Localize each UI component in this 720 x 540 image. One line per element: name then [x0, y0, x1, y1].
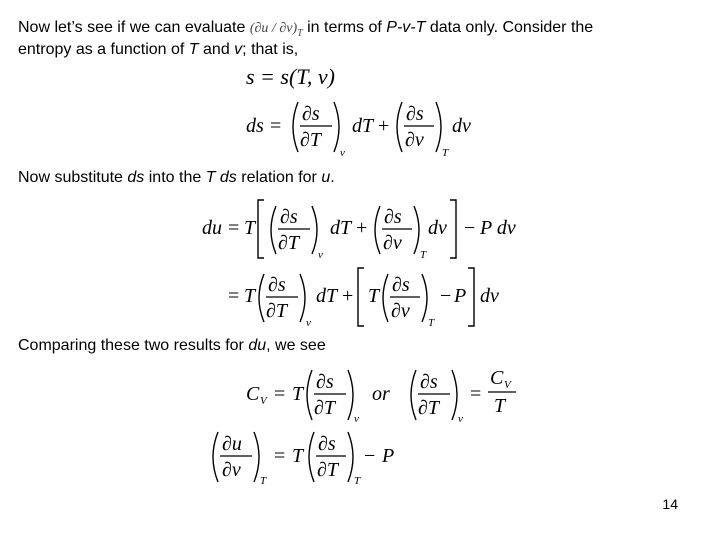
svg-text:T: T — [244, 217, 256, 239]
svg-text:du: du — [202, 217, 222, 239]
svg-text:dT: dT — [330, 217, 352, 239]
intro-line-2 — [18, 40, 298, 60]
svg-text:∂T: ∂T — [300, 129, 322, 151]
svg-text:∂T: ∂T — [317, 459, 339, 481]
svg-text:∂v: ∂v — [222, 459, 241, 481]
svg-text:T: T — [428, 317, 435, 329]
svg-text:P: P — [382, 445, 395, 467]
svg-text:∂T: ∂T — [418, 397, 440, 419]
substitute-d: . — [330, 169, 335, 186]
svg-text:∂T: ∂T — [314, 397, 336, 419]
intro-line2-c: ; that is, — [242, 41, 299, 58]
svg-text:∂T: ∂T — [266, 300, 288, 322]
intro-line2-a: entropy as a function of — [18, 41, 185, 58]
intro-line2-v: v — [234, 41, 243, 58]
svg-text:+: + — [378, 115, 390, 137]
svg-text:−: − — [464, 217, 476, 239]
svg-text:∂s: ∂s — [406, 103, 424, 125]
substitute-b: into the — [148, 169, 202, 186]
svg-text:ds: ds — [246, 115, 264, 137]
svg-text:=: = — [274, 383, 286, 405]
svg-text:−: − — [440, 285, 452, 307]
compare-a: Comparing these two results for — [18, 337, 244, 354]
svg-text:T: T — [292, 445, 304, 467]
svg-text:dT: dT — [352, 115, 374, 137]
svg-text:∂v: ∂v — [405, 129, 424, 151]
svg-text:T: T — [354, 475, 361, 487]
svg-text:T: T — [442, 147, 449, 159]
svg-text:v: v — [318, 249, 323, 261]
svg-text:dT: dT — [316, 285, 338, 307]
compare-du: du — [248, 337, 267, 354]
intro-line2-T: T — [188, 41, 199, 58]
entropy-function-equation: s = s(T, v) — [246, 64, 335, 89]
substitute-ds: ds — [127, 169, 145, 186]
svg-text:T: T — [244, 285, 256, 307]
or-word: or — [372, 383, 390, 405]
intro-line2-b: and — [203, 41, 230, 58]
svg-text:=: = — [228, 285, 240, 307]
inline-formula-body: (∂u / ∂v) — [249, 21, 298, 36]
inline-formula — [249, 21, 303, 39]
svg-text:∂s: ∂s — [420, 371, 438, 393]
svg-text:T: T — [260, 475, 267, 487]
cv-equation — [240, 362, 530, 428]
svg-text:∂v: ∂v — [391, 300, 410, 322]
svg-text:T: T — [292, 383, 304, 405]
svg-text:=: = — [274, 445, 286, 467]
svg-text:C: C — [246, 383, 260, 405]
svg-text:∂s: ∂s — [302, 103, 320, 125]
svg-text:+: + — [342, 285, 354, 307]
svg-text:dv: dv — [480, 285, 499, 307]
svg-text:V: V — [504, 379, 511, 391]
du-equation — [196, 196, 526, 332]
intro-text-2: in terms of — [307, 19, 382, 36]
svg-text:−: − — [364, 445, 376, 467]
svg-text:V: V — [260, 395, 267, 407]
svg-text:P: P — [454, 285, 467, 307]
svg-text:C: C — [490, 367, 504, 389]
substitute-line — [18, 168, 335, 188]
substitute-Tds: T ds — [205, 169, 237, 186]
svg-text:∂s: ∂s — [268, 274, 286, 296]
svg-text:T: T — [494, 395, 506, 417]
svg-text:T: T — [368, 285, 380, 307]
ds-equation — [240, 94, 480, 160]
svg-text:dv: dv — [452, 115, 471, 137]
dudv-equation — [204, 424, 424, 490]
substitute-u: u — [321, 169, 331, 186]
svg-text:v: v — [340, 147, 345, 159]
svg-text:∂u: ∂u — [222, 433, 242, 455]
svg-text:P dv: P dv — [480, 217, 516, 239]
svg-text:v: v — [306, 317, 311, 329]
substitute-c: relation for — [241, 169, 317, 186]
svg-text:∂s: ∂s — [316, 371, 334, 393]
svg-text:∂s: ∂s — [392, 274, 410, 296]
svg-text:=: = — [270, 115, 282, 137]
svg-text:=: = — [228, 217, 240, 239]
svg-text:∂s: ∂s — [384, 206, 402, 228]
intro-text-1: Now let’s see if we can evaluate — [18, 19, 246, 36]
page-number: 14 — [662, 496, 678, 512]
svg-text:v: v — [354, 413, 359, 425]
svg-text:+: + — [356, 217, 368, 239]
intro-text-3: data only. Consider the — [429, 19, 594, 36]
svg-text:∂v: ∂v — [383, 232, 402, 254]
compare-b: , we see — [266, 337, 326, 354]
intro-pvt: P-v-T — [386, 19, 426, 36]
svg-text:v: v — [458, 413, 463, 425]
svg-text:∂s: ∂s — [280, 206, 298, 228]
svg-text:dv: dv — [428, 217, 447, 239]
svg-text:∂s: ∂s — [318, 433, 336, 455]
svg-text:T: T — [420, 249, 427, 261]
svg-text:=: = — [470, 383, 482, 405]
svg-text:∂T: ∂T — [278, 232, 300, 254]
compare-line — [18, 336, 326, 356]
substitute-a: Now substitute — [18, 169, 123, 186]
inline-formula-subscript: T — [297, 27, 303, 39]
